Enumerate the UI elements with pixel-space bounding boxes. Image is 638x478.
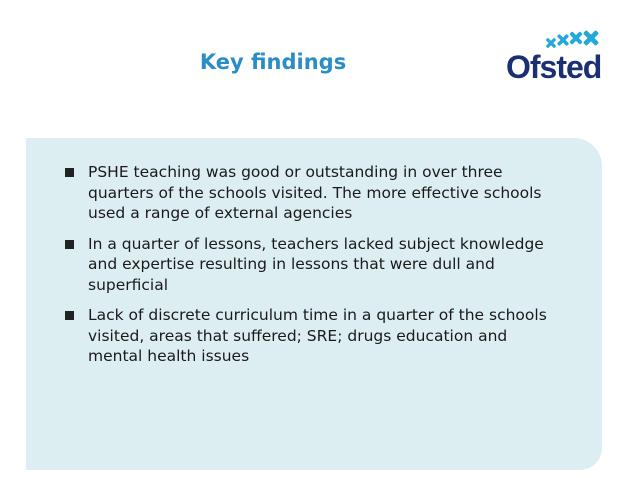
- square-bullet-icon: [65, 240, 74, 249]
- square-bullet-icon: [65, 168, 74, 177]
- findings-list: [62, 162, 562, 377]
- ofsted-logo: [505, 30, 610, 86]
- bullet-text: In a quarter of lessons, teachers lacked subject knowledge and expertise resulting in lessons that were dull and superficial: [88, 234, 544, 294]
- bullet-text: PSHE teaching was good or outstanding in over three quarters of the schools visited. The more effective schools used a range of external agencies: [88, 163, 542, 222]
- bullet-text: Lack of discrete curriculum time in a quarter of the schools visited, areas that suffered; SRE; drugs education and mental health issues: [88, 306, 547, 365]
- square-bullet-icon: [65, 311, 74, 320]
- list-item: [62, 162, 562, 224]
- ofsted-logo-graphic: [505, 30, 610, 86]
- logo-stars-icon: [546, 30, 599, 48]
- logo-wordmark: Ofsted: [506, 49, 602, 85]
- list-item: [62, 305, 562, 367]
- slide-title: Key findings: [199, 50, 347, 74]
- list-item: [62, 234, 562, 296]
